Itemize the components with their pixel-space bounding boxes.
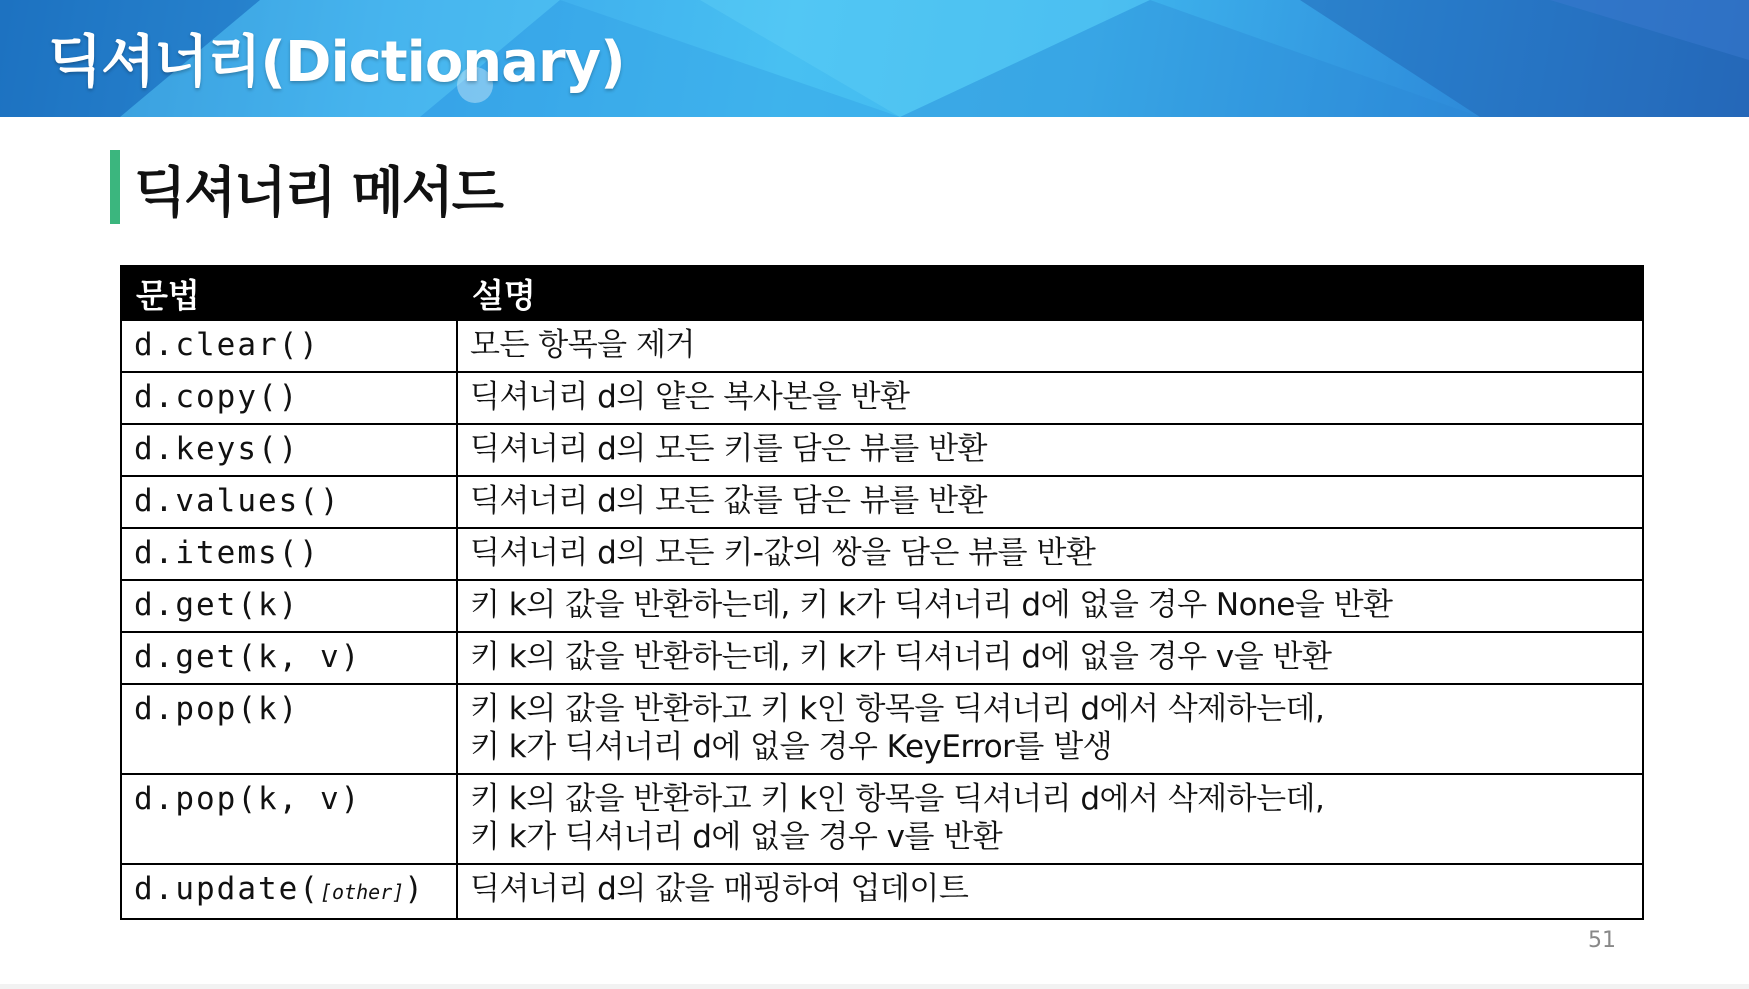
table-header-row (121, 266, 1643, 320)
syntax-cell: d.pop(k) (121, 684, 457, 774)
column-header-syntax: 문법 (121, 266, 457, 320)
table-row (121, 320, 1643, 372)
syntax-cell: d.keys() (121, 424, 457, 476)
page-number: 51 (1588, 928, 1616, 953)
title-banner (0, 0, 1749, 117)
description-cell: 모든 항목을 제거 (457, 320, 1643, 372)
syntax-cell: d.items() (121, 528, 457, 580)
syntax-cell: d.pop(k, v) (121, 774, 457, 864)
table-row (121, 580, 1643, 632)
syntax-cell: d.clear() (121, 320, 457, 372)
description-line: 키 k의 값을 반환하고 키 k인 항목을 딕셔너리 d에서 삭제하는데, (470, 781, 1325, 817)
syntax-optional-arg: [other] (319, 880, 405, 904)
syntax-cell: d.copy() (121, 372, 457, 424)
syntax-cell: d.get(k, v) (121, 632, 457, 684)
description-line: 키 k가 딕셔너리 d에 없을 경우 KeyError를 발생 (470, 729, 1113, 765)
table-row (121, 372, 1643, 424)
description-cell (457, 774, 1643, 864)
section-title: 딕셔너리 메서드 (134, 161, 502, 224)
description-cell: 키 k의 값을 반환하는데, 키 k가 딕셔너리 d에 없을 경우 None을 반환 (457, 580, 1643, 632)
table-row (121, 476, 1643, 528)
syntax-close-paren: ) (404, 871, 425, 907)
section-accent-bar (110, 150, 120, 224)
table-row (121, 774, 1643, 864)
syntax-cell (121, 864, 457, 919)
description-cell: 딕셔너리 d의 얕은 복사본을 반환 (457, 372, 1643, 424)
syntax-cell: d.get(k) (121, 580, 457, 632)
table-row (121, 864, 1643, 919)
slide-title: 딕셔너리(Dictionary) (48, 30, 625, 95)
description-cell: 딕셔너리 d의 모든 값를 담은 뷰를 반환 (457, 476, 1643, 528)
dictionary-methods-table (120, 265, 1644, 920)
description-cell: 키 k의 값을 반환하는데, 키 k가 딕셔너리 d에 없을 경우 v을 반환 (457, 632, 1643, 684)
table-row (121, 424, 1643, 476)
column-header-description: 설명 (457, 266, 1643, 320)
description-line: 키 k가 딕셔너리 d에 없을 경우 v를 반환 (470, 819, 1003, 855)
description-cell: 딕셔너리 d의 값을 매핑하여 업데이트 (457, 864, 1643, 919)
description-line: 키 k의 값을 반환하고 키 k인 항목을 딕셔너리 d에서 삭제하는데, (470, 691, 1325, 727)
description-cell (457, 684, 1643, 774)
description-cell: 딕셔너리 d의 모든 키-값의 쌍을 담은 뷰를 반환 (457, 528, 1643, 580)
table-row (121, 528, 1643, 580)
syntax-cell: d.values() (121, 476, 457, 528)
table-row (121, 684, 1643, 774)
description-cell: 딕셔너리 d의 모든 키를 담은 뷰를 반환 (457, 424, 1643, 476)
syntax-method: d.update( (134, 871, 320, 907)
table-row (121, 632, 1643, 684)
